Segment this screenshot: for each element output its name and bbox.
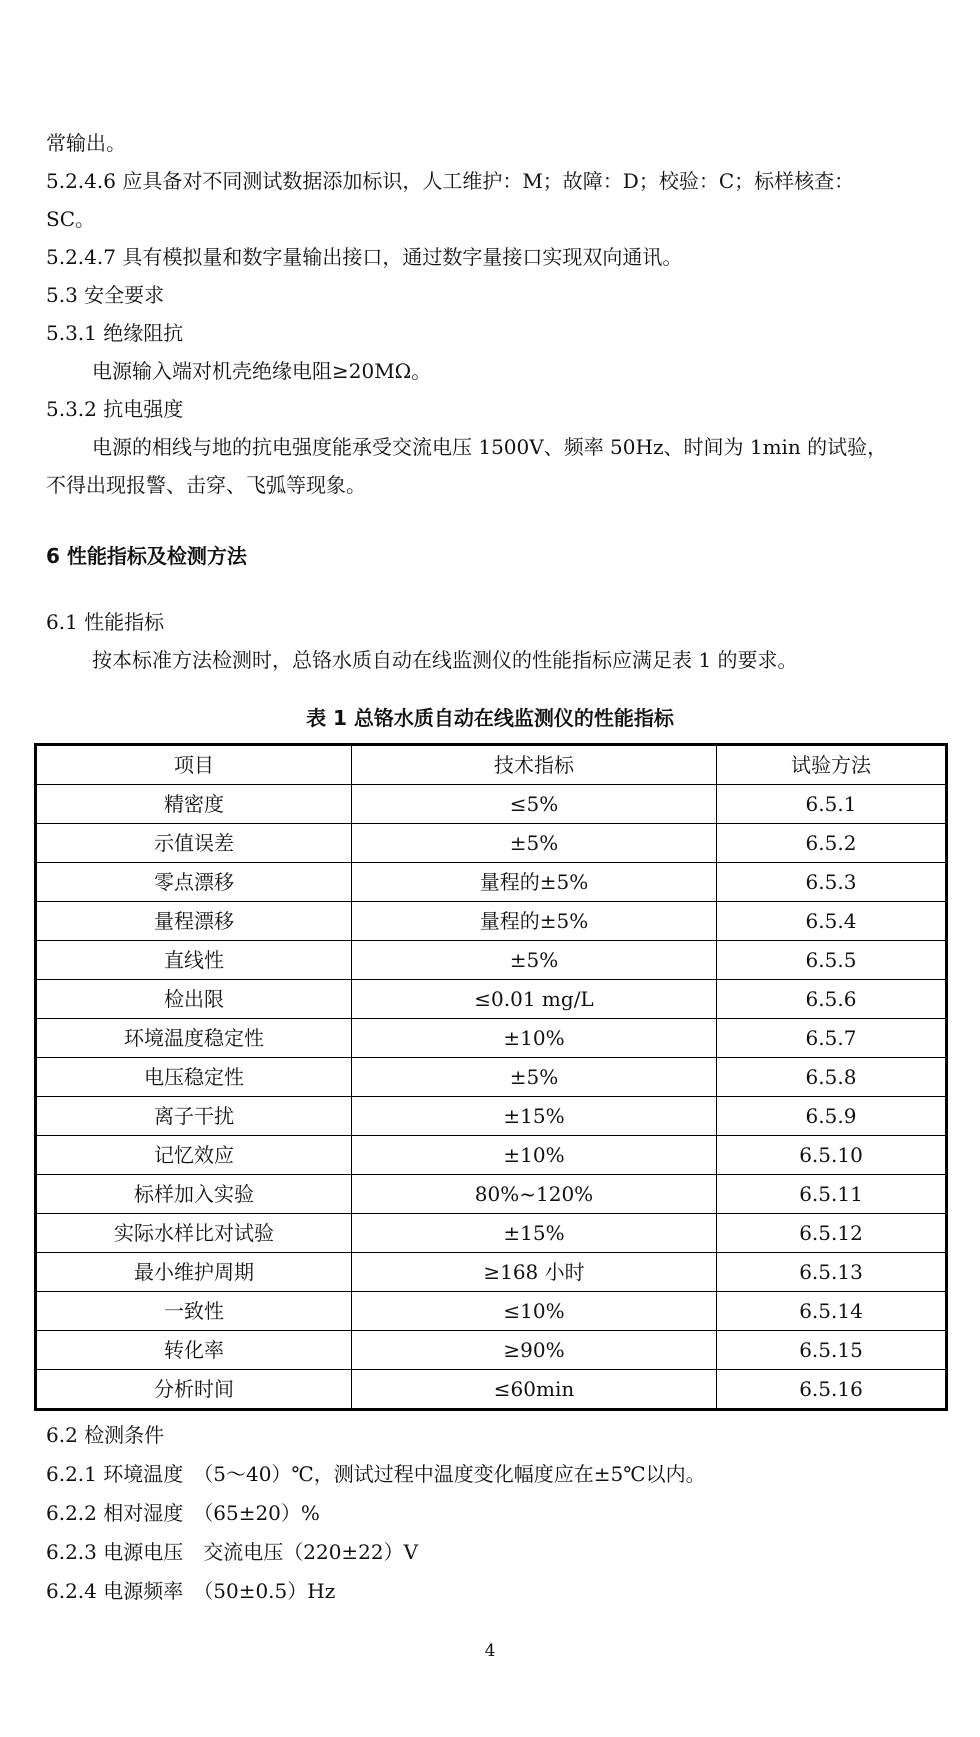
cell-item: 记忆效应 xyxy=(36,1136,352,1175)
clause-6-2-3: 6.2.3 电源电压 交流电压（220±22）V xyxy=(46,1540,419,1564)
cell-method: 6.5.10 xyxy=(717,1136,947,1175)
cell-spec: ±5% xyxy=(352,1058,717,1097)
table-row xyxy=(36,1292,947,1331)
table-row xyxy=(36,1097,947,1136)
table-header-row xyxy=(36,745,947,785)
cell-spec: 量程的±5% xyxy=(352,863,717,902)
table-row xyxy=(36,1058,947,1097)
cell-method: 6.5.3 xyxy=(717,863,947,902)
clause-6-2-4: 6.2.4 电源频率 （50±0.5）Hz xyxy=(46,1579,336,1603)
clause-5-2-4-7: 5.2.4.7 具有模拟量和数字量输出接口，通过数字量接口实现双向通讯。 xyxy=(46,245,683,269)
table-row xyxy=(36,863,947,902)
cell-method: 6.5.16 xyxy=(717,1370,947,1410)
cell-method: 6.5.13 xyxy=(717,1253,947,1292)
cell-item: 实际水样比对试验 xyxy=(36,1214,352,1253)
table-row xyxy=(36,785,947,824)
section-6-1-heading: 6.1 性能指标 xyxy=(46,610,165,634)
header-cell-method: 试验方法 xyxy=(717,745,947,785)
section-5-3-heading: 5.3 安全要求 xyxy=(46,283,165,307)
cell-spec: ±15% xyxy=(352,1097,717,1136)
cell-spec: 80%~120% xyxy=(352,1175,717,1214)
page-number: 4 xyxy=(484,1641,496,1661)
clause-6-2-2: 6.2.2 相对湿度 （65±20）% xyxy=(46,1501,320,1525)
cell-spec: 量程的±5% xyxy=(352,902,717,941)
cell-spec: ≤5% xyxy=(352,785,717,824)
cell-spec: ±10% xyxy=(352,1019,717,1058)
section-6-heading: 6 性能指标及检测方法 xyxy=(46,544,247,568)
table-row xyxy=(36,902,947,941)
clause-5-3-1-text: 电源输入端对机壳绝缘电阻≥20MΩ。 xyxy=(92,359,432,383)
section-6-2-heading: 6.2 检测条件 xyxy=(46,1423,165,1447)
cell-method: 6.5.4 xyxy=(717,902,947,941)
cell-spec: ±15% xyxy=(352,1214,717,1253)
clause-5-2-4-6: 5.2.4.6 应具备对不同测试数据添加标识，人工维护：M；故障：D；校验：C；标样核查： xyxy=(46,169,855,193)
cell-method: 6.5.7 xyxy=(717,1019,947,1058)
table-row xyxy=(36,824,947,863)
cell-spec: ±5% xyxy=(352,824,717,863)
cell-item: 零点漂移 xyxy=(36,863,352,902)
cell-item: 一致性 xyxy=(36,1292,352,1331)
cell-method: 6.5.9 xyxy=(717,1097,947,1136)
cell-item: 标样加入实验 xyxy=(36,1175,352,1214)
section-6-1-text: 按本标准方法检测时，总铬水质自动在线监测仪的性能指标应满足表 1 的要求。 xyxy=(92,648,798,672)
table-row xyxy=(36,1214,947,1253)
table-row xyxy=(36,1136,947,1175)
table-row xyxy=(36,1370,947,1410)
cell-method: 6.5.15 xyxy=(717,1331,947,1370)
cell-item: 精密度 xyxy=(36,785,352,824)
cell-spec: ≤0.01 mg/L xyxy=(352,980,717,1019)
performance-table xyxy=(34,743,948,1411)
cell-method: 6.5.2 xyxy=(717,824,947,863)
clause-5-3-2-text-cont: 不得出现报警、击穿、飞弧等现象。 xyxy=(46,473,366,497)
paragraph-continuation: 常输出。 xyxy=(46,131,126,155)
clause-5-3-1: 5.3.1 绝缘阻抗 xyxy=(46,321,184,345)
clause-5-2-4-6-cont: SC。 xyxy=(46,207,96,231)
cell-spec: ≤60min xyxy=(352,1370,717,1410)
cell-item: 环境温度稳定性 xyxy=(36,1019,352,1058)
cell-method: 6.5.12 xyxy=(717,1214,947,1253)
cell-method: 6.5.5 xyxy=(717,941,947,980)
clause-5-3-2-text: 电源的相线与地的抗电强度能承受交流电压 1500V、频率 50Hz、时间为 1min 的试验， xyxy=(92,435,888,459)
table-row xyxy=(36,1253,947,1292)
cell-method: 6.5.14 xyxy=(717,1292,947,1331)
table-row xyxy=(36,941,947,980)
cell-item: 检出限 xyxy=(36,980,352,1019)
table-caption: 表 1 总铬水质自动在线监测仪的性能指标 xyxy=(306,706,674,730)
cell-item: 直线性 xyxy=(36,941,352,980)
cell-spec: ±5% xyxy=(352,941,717,980)
table-row xyxy=(36,1331,947,1370)
cell-item: 最小维护周期 xyxy=(36,1253,352,1292)
cell-method: 6.5.8 xyxy=(717,1058,947,1097)
cell-method: 6.5.11 xyxy=(717,1175,947,1214)
cell-item: 转化率 xyxy=(36,1331,352,1370)
table-row xyxy=(36,1175,947,1214)
cell-spec: ≥168 小时 xyxy=(352,1253,717,1292)
cell-item: 示值误差 xyxy=(36,824,352,863)
clause-6-2-1: 6.2.1 环境温度 （5～40）℃，测试过程中温度变化幅度应在±5℃以内。 xyxy=(46,1462,706,1486)
table-row xyxy=(36,1019,947,1058)
cell-method: 6.5.6 xyxy=(717,980,947,1019)
cell-method: 6.5.1 xyxy=(717,785,947,824)
cell-item: 分析时间 xyxy=(36,1370,352,1410)
cell-item: 电压稳定性 xyxy=(36,1058,352,1097)
table-row xyxy=(36,980,947,1019)
cell-item: 离子干扰 xyxy=(36,1097,352,1136)
cell-item: 量程漂移 xyxy=(36,902,352,941)
clause-5-3-2: 5.3.2 抗电强度 xyxy=(46,397,184,421)
header-cell-spec: 技术指标 xyxy=(352,745,717,785)
cell-spec: ≥90% xyxy=(352,1331,717,1370)
cell-spec: ±10% xyxy=(352,1136,717,1175)
cell-spec: ≤10% xyxy=(352,1292,717,1331)
header-cell-item: 项目 xyxy=(36,745,352,785)
